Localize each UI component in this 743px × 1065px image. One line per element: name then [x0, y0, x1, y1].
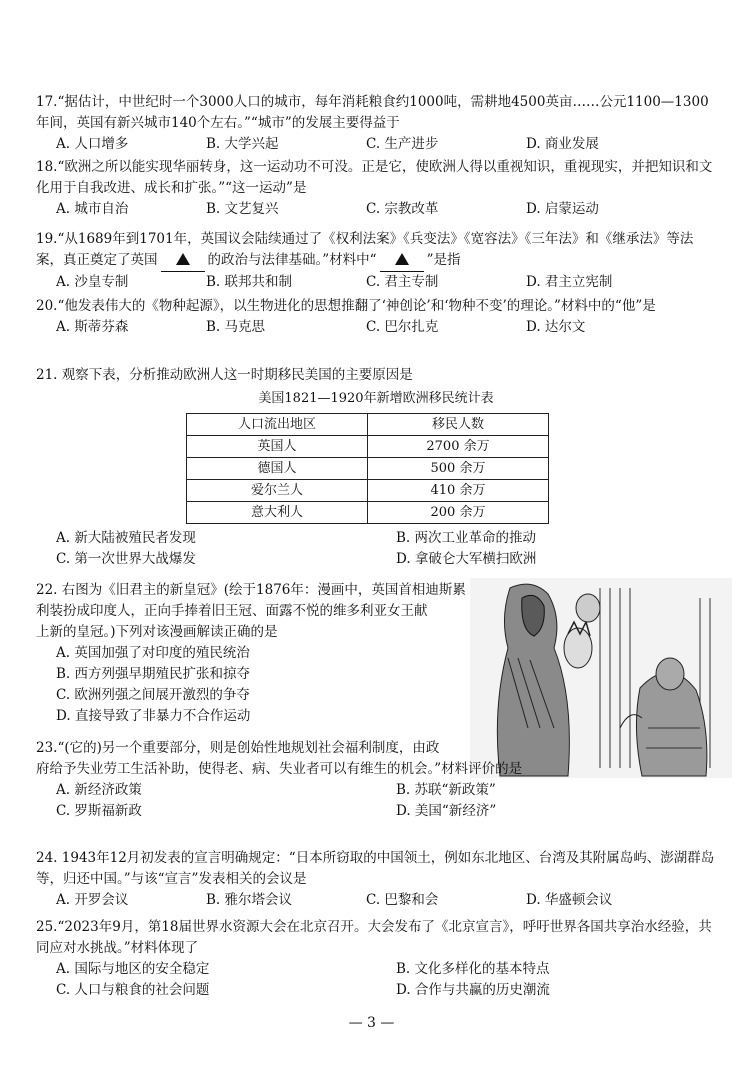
option-d: D. 直接导致了非暴力不合作运动 — [56, 708, 251, 724]
question-24 — [36, 848, 716, 911]
stem-part-1: 19.“从1689年到1701年，英国议会陆续通过了《权利法案》《兵变法》《宽容法》《三年法》和《继承法》等法案，真正奠定了英国 — [36, 231, 694, 268]
table-cell: 英国人 — [187, 436, 368, 458]
question-19 — [36, 229, 716, 293]
option-d: D. 君主立宪制 — [526, 274, 613, 290]
question-stem: 20.“他发表伟大的《物种起源》，以生物进化的思想推翻了‘神创论’和‘物种不变’的理论。”材料中的“他”是 — [36, 298, 656, 314]
option-c: C. 第一次世界大战爆发 — [56, 551, 196, 567]
question-21 — [36, 365, 716, 570]
question-stem: 25.“2023年9月，第18届世界水资源大会在北京召开。大会发布了《北京宣言》，呼吁世界各国共享治水经验，共同应对水挑战。”材料体现了 — [36, 919, 712, 956]
option-c: C. 君主专制 — [366, 274, 439, 290]
question-stem: 17.“据估计，中世纪时一个3000人口的城市，每年消耗粮食约1000吨，需耕地4500英亩……公元1100—1300年间，英国有新兴城市140个左右。”“城市”的发展主要得益于 — [36, 94, 709, 131]
triangle-icon — [395, 253, 409, 265]
question-stem-line: 府给予失业劳工生活补助，使得老、病、失业者可以有维生的机会。”材料评价的是 — [36, 761, 523, 777]
table-row — [187, 458, 549, 480]
option-b: B. 联邦共和制 — [206, 274, 293, 290]
blank-placeholder — [161, 250, 205, 272]
option-d: D. 启蒙运动 — [526, 201, 599, 217]
question-stem: 24. 1943年12月初发表的宣言明确规定：“日本所窃取的中国领土，例如东北地区、台湾及其附属岛屿、澎湖群岛等，归还中国。”与该“宣言”发表相关的会议是 — [36, 850, 715, 887]
question-stem — [36, 229, 716, 272]
migration-table — [186, 413, 549, 524]
table-cell: 2700 余万 — [368, 436, 549, 458]
table-cell: 德国人 — [187, 458, 368, 480]
option-d: D. 合作与共赢的历史潮流 — [396, 982, 550, 998]
option-b: B. 文化多样化的基本特点 — [396, 961, 550, 977]
options-column — [36, 643, 476, 727]
table-row — [187, 480, 549, 502]
option-b: B. 两次工业革命的推动 — [396, 530, 537, 546]
stem-part-2: 的政治与法律基础。”材料中“ — [207, 252, 377, 268]
question-stem: 21. 观察下表，分析推动欧洲人这一时期移民美国的主要原因是 — [36, 367, 413, 383]
option-b: B. 大学兴起 — [206, 136, 279, 152]
stem-part-3: ”是指 — [426, 252, 461, 268]
options-row — [36, 549, 716, 570]
triangle-icon — [176, 253, 190, 265]
option-d: D. 达尔文 — [526, 319, 586, 335]
option-c: C. 生产进步 — [366, 136, 439, 152]
column-header: 移民人数 — [368, 414, 549, 436]
options-row — [36, 134, 716, 155]
table-cell: 意大利人 — [187, 502, 368, 524]
option-d: D. 华盛顿会议 — [526, 892, 613, 908]
option-a: A. 斯蒂芬森 — [56, 319, 129, 335]
options-row — [36, 317, 716, 338]
options-row — [36, 980, 716, 1001]
question-stem-line: 22. 右图为《旧君主的新皇冠》(绘于1876年：漫画中，英国首相迪斯累 — [36, 582, 466, 598]
question-17 — [36, 92, 716, 155]
option-a: A. 城市自治 — [56, 201, 129, 217]
option-b: B. 雅尔塔会议 — [206, 892, 293, 908]
options-row — [36, 959, 716, 980]
option-b: B. 文艺复兴 — [206, 201, 279, 217]
table-cell: 410 余万 — [368, 480, 549, 502]
option-b: B. 马克思 — [206, 319, 266, 335]
option-a: A. 英国加强了对印度的殖民统治 — [56, 645, 250, 661]
option-a: A. 新经济政策 — [56, 782, 142, 798]
table-cell: 爱尔兰人 — [187, 480, 368, 502]
table-header-row — [187, 414, 549, 436]
options-row — [36, 890, 716, 911]
options-row — [36, 199, 716, 220]
option-a: A. 新大陆被殖民者发现 — [56, 530, 196, 546]
question-stem-line: 23.“(它的)另一个重要部分，则是创始性地规划社会福利制度，由政 — [36, 740, 440, 756]
question-23 — [36, 738, 716, 822]
option-c: C. 巴尔扎克 — [366, 319, 439, 335]
option-b: B. 西方列强早期殖民扩张和掠夺 — [56, 666, 251, 682]
question-stem: 18.“欧洲之所以能实现华丽转身，这一运动功不可没。正是它，使欧洲人得以重视知识，重视现实，并把知识和文化用于自我改进、成长和扩张。”“这一运动”是 — [36, 159, 713, 196]
option-a: A. 人口增多 — [56, 136, 129, 152]
question-stem-line: 利装扮成印度人，正向手捧着旧王冠、面露不悦的维多利亚女王献 — [36, 603, 428, 619]
table-title: 美国1821—1920年新增欧洲移民统计表 — [258, 391, 494, 406]
blank-placeholder — [380, 250, 424, 272]
option-c: C. 欧洲列强之间展开激烈的争夺 — [56, 687, 250, 703]
option-c: C. 人口与粮食的社会问题 — [56, 982, 210, 998]
option-c: C. 宗教改革 — [366, 201, 439, 217]
table-cell: 500 余万 — [368, 458, 549, 480]
option-a: A. 开罗会议 — [56, 892, 129, 908]
option-b: B. 苏联“新政策” — [396, 782, 496, 798]
option-c: C. 罗斯福新政 — [56, 803, 142, 819]
option-d: D. 美国“新经济” — [396, 803, 497, 819]
option-c: C. 巴黎和会 — [366, 892, 439, 908]
options-row — [36, 801, 716, 822]
table-cell: 200 余万 — [368, 502, 549, 524]
question-stem-line: 上新的皇冠。)下列对该漫画解读正确的是 — [36, 624, 278, 640]
question-25 — [36, 917, 716, 1001]
question-22 — [36, 580, 476, 727]
table-row — [187, 436, 549, 458]
option-d: D. 拿破仑大军横扫欧洲 — [396, 551, 537, 567]
options-row — [36, 272, 716, 293]
options-row — [36, 528, 716, 549]
table-row — [187, 502, 549, 524]
option-a: A. 国际与地区的安全稳定 — [56, 961, 210, 977]
question-18 — [36, 157, 716, 220]
option-d: D. 商业发展 — [526, 136, 599, 152]
page-number: — 3 — — [348, 1015, 395, 1031]
question-20 — [36, 296, 716, 338]
options-row — [36, 780, 716, 801]
column-header: 人口流出地区 — [187, 414, 368, 436]
option-a: A. 沙皇专制 — [56, 274, 129, 290]
